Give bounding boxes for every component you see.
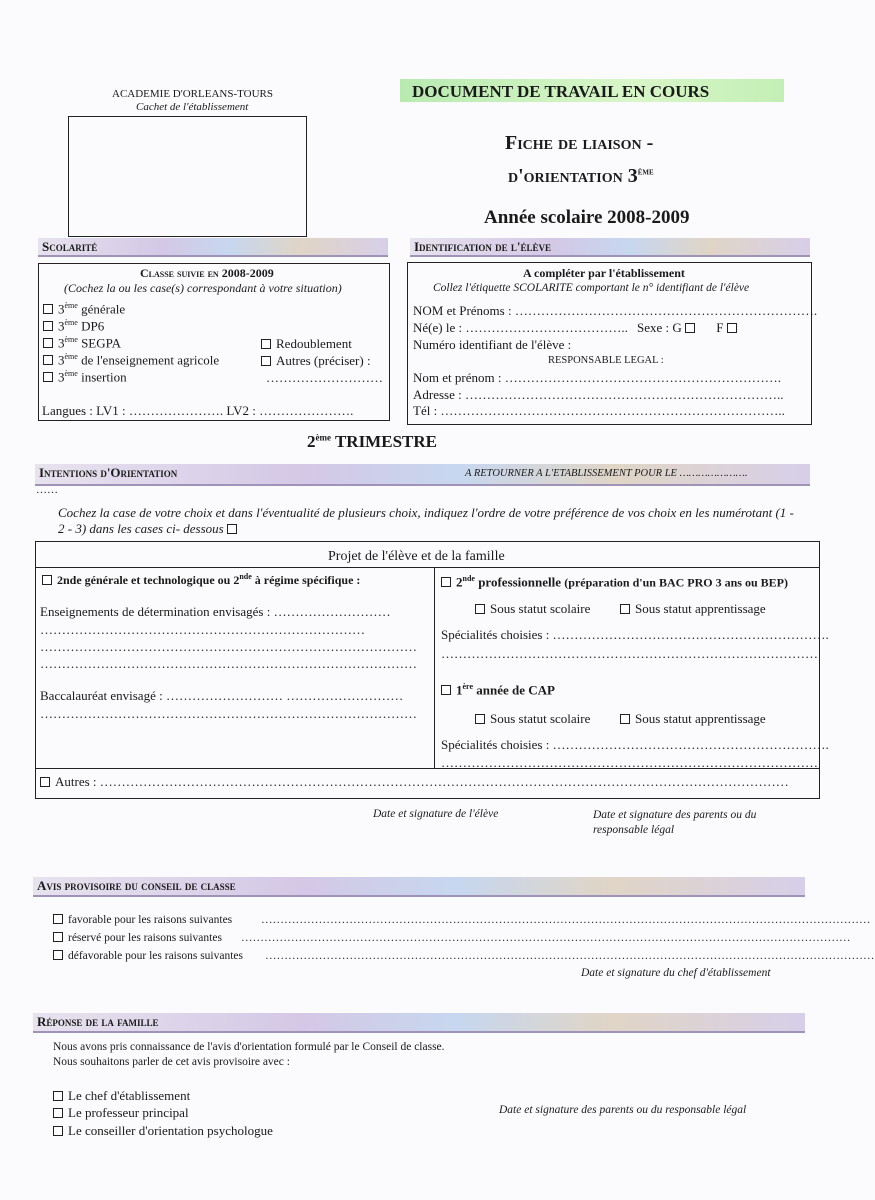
intentions-header-bar <box>35 464 810 486</box>
cap-statut-apprentissage[interactable]: Sous statut apprentissage <box>620 711 766 727</box>
working-doc-label: DOCUMENT DE TRAVAIL EN COURS <box>412 82 710 101</box>
form-title-1: Fiche de liaison - <box>505 132 654 154</box>
reponse-professeur[interactable]: Le professeur principal <box>53 1105 189 1121</box>
class-instruction: (Cochez la ou les case(s) correspondant à votre situation) <box>64 281 342 295</box>
responsable-label: RESPONSABLE LEGAL : <box>548 355 664 366</box>
class-option-segpa[interactable]: 3ème SEGPA <box>43 335 121 351</box>
signature-parents-label: Date et signature des parents ou du responsable légal <box>593 809 757 836</box>
checkbox-icon[interactable] <box>53 950 63 960</box>
enseignements-dots-3[interactable]: …………………………………………………………………………… <box>40 656 417 671</box>
checkbox-icon[interactable] <box>53 1126 63 1136</box>
checkbox-icon[interactable] <box>227 524 237 534</box>
seconde-gt-option[interactable]: 2nde générale et technologique ou 2nde à régime spécifique : <box>42 572 360 588</box>
academy-name: ACADEMIE D'ORLEANS-TOURS <box>112 88 273 100</box>
identification-note: Collez l'étiquette SCOLARITE comportant le n° identifiant de l'élève <box>433 282 750 294</box>
checkbox-icon[interactable] <box>43 372 53 382</box>
checkbox-icon[interactable] <box>727 323 737 333</box>
class-option-agricole[interactable]: 3ème de l'enseignement agricole <box>43 352 219 368</box>
enseignements-field[interactable]: Enseignements de détermination envisagés : ……………………… <box>40 604 391 619</box>
autres-option[interactable]: Autres (préciser) : <box>261 353 371 369</box>
checkbox-icon[interactable] <box>620 714 630 724</box>
stamp-box <box>68 116 307 237</box>
avis-heading: Avis provisoire du conseil de classe <box>37 878 236 893</box>
autres-dots: ……………………… <box>266 370 383 385</box>
checkbox-icon[interactable] <box>53 932 63 942</box>
trimester-title: 2ème TRIMESTRE <box>307 432 437 451</box>
projet-divider-h <box>36 567 819 568</box>
bac-field[interactable]: Baccalauréat envisagé : ……………………… ……………………… <box>40 688 404 703</box>
checkbox-icon[interactable] <box>53 914 63 924</box>
reponse-line-2: Nous souhaitons parler de cet avis provisoire avec : <box>53 1056 290 1068</box>
checkbox-icon[interactable] <box>261 339 271 349</box>
avis-header-bar <box>33 877 805 897</box>
pro-specialites-dots[interactable]: …………………………………………………………………………… <box>441 646 818 661</box>
class-option-dp6[interactable]: 3ème DP6 <box>43 318 104 334</box>
checkbox-icon[interactable] <box>53 1091 63 1101</box>
pro-statut-apprentissage[interactable]: Sous statut apprentissage <box>620 601 766 617</box>
cap-specialites-field[interactable]: Spécialités choisies : ………………………………………………………. <box>441 737 829 752</box>
checkbox-icon[interactable] <box>43 304 53 314</box>
cap-option[interactable]: 1ère année de CAP <box>441 682 555 698</box>
checkbox-icon[interactable] <box>43 355 53 365</box>
nom-field[interactable]: NOM et Prénoms : ……………………………………………………………. <box>413 303 818 318</box>
projet-title: Projet de l'élève et de la famille <box>328 549 505 564</box>
intentions-instruction: Cochez la case de votre choix et dans l'éventualité de plusieurs choix, indiquez l'ordre de votre préférence de vos choix en les numérotant (1 - 2 - 3) dans les cases ci- dessous <box>58 505 794 536</box>
checkbox-icon[interactable] <box>475 604 485 614</box>
projet-divider-v <box>434 567 435 768</box>
scolarite-heading: Scolarité <box>42 239 98 254</box>
enseignements-dots-1[interactable]: ………………………………………………………………… <box>40 622 365 637</box>
identification-heading: Identification de l'élève <box>414 239 552 254</box>
checkbox-icon[interactable] <box>42 575 52 585</box>
numero-field[interactable]: Numéro identifiant de l'élève : <box>413 337 572 352</box>
nom-responsable-field[interactable]: Nom et prénom : ………………………………………………………. <box>413 370 781 385</box>
avis-reserve-dots: …………………………………………………………………………………………………………………………………………… <box>241 932 851 944</box>
form-title-2: d'orientation 3ème <box>508 165 654 187</box>
birth-date-field[interactable]: Né(e) le : ……………………………….. <box>413 320 628 335</box>
bac-dots[interactable]: …………………………………………………………………………… <box>40 706 417 721</box>
cap-statut-scolaire[interactable]: Sous statut scolaire <box>475 711 590 727</box>
stamp-label: Cachet de l'établissement <box>136 101 249 113</box>
intentions-heading: Intentions d'Orientation <box>39 465 178 480</box>
reponse-heading: Réponse de la famille <box>37 1014 159 1029</box>
redoublement-option[interactable]: Redoublement <box>261 336 352 352</box>
avis-favorable-dots: …………………………………………………………………………………………………………………………………………… <box>261 914 871 926</box>
avis-defavorable-dots: …………………………………………………………………………………………………………………………………………… <box>265 950 875 962</box>
class-option-insertion[interactable]: 3ème insertion <box>43 369 127 385</box>
checkbox-icon[interactable] <box>261 356 271 366</box>
scolarite-header-bar <box>38 238 388 257</box>
seconde-pro-option[interactable]: 2nde professionnelle (préparation d'un BAC PRO 3 ans ou BEP) <box>441 574 788 590</box>
checkbox-icon[interactable] <box>53 1108 63 1118</box>
cap-specialites-dots[interactable]: …………………………………………………………………………… <box>441 755 818 770</box>
checkbox-icon[interactable] <box>441 577 451 587</box>
class-title: Classe suivie en 2008-2009 <box>140 266 274 280</box>
pro-specialites-field[interactable]: Spécialités choisies : ………………………………………………………. <box>441 627 829 642</box>
tel-field[interactable]: Tél : …………………………………………………………………….. <box>413 403 785 418</box>
avis-favorable[interactable]: favorable pour les raisons suivantes <box>53 914 232 926</box>
retour-dots: …… <box>36 484 58 496</box>
pro-statut-scolaire[interactable]: Sous statut scolaire <box>475 601 590 617</box>
checkbox-icon[interactable] <box>620 604 630 614</box>
reponse-header-bar <box>33 1013 805 1033</box>
checkbox-icon[interactable] <box>40 777 50 787</box>
adresse-field[interactable]: Adresse : ……………………………………………………………….. <box>413 387 784 402</box>
checkbox-icon[interactable] <box>43 338 53 348</box>
identification-header-bar <box>410 238 810 257</box>
checkbox-icon[interactable] <box>475 714 485 724</box>
reponse-chef[interactable]: Le chef d'établissement <box>53 1088 190 1104</box>
retour-deadline: A RETOURNER A L'ETABLISSEMENT POUR LE …………………. <box>465 468 748 479</box>
school-year: Année scolaire 2008-2009 <box>484 207 690 228</box>
sexe-field[interactable]: Sexe : G F <box>637 320 742 336</box>
signature-famille-label: Date et signature des parents ou du responsable légal <box>499 1104 747 1116</box>
class-option-generale[interactable]: 3ème générale <box>43 301 125 317</box>
autres-orientation-field[interactable]: Autres : …………………………………………………………………………………………………………………………………………… <box>40 774 789 790</box>
enseignements-dots-2[interactable]: …………………………………………………………………………… <box>40 639 417 654</box>
signature-chef-label: Date et signature du chef d'établissement <box>581 967 771 979</box>
signature-eleve-label: Date et signature de l'élève <box>373 808 499 820</box>
reponse-line-1: Nous avons pris connaissance de l'avis d'orientation formulé par le Conseil de classe. <box>53 1041 445 1053</box>
reponse-conseiller[interactable]: Le conseiller d'orientation psychologue <box>53 1123 273 1139</box>
langues-field[interactable]: Langues : LV1 : …………………. LV2 : …………………. <box>42 403 354 418</box>
checkbox-icon[interactable] <box>685 323 695 333</box>
avis-defavorable[interactable]: défavorable pour les raisons suivantes <box>53 950 243 962</box>
identification-title: A compléter par l'établissement <box>523 266 685 280</box>
checkbox-icon[interactable] <box>441 685 451 695</box>
avis-reserve[interactable]: réservé pour les raisons suivantes <box>53 932 222 944</box>
checkbox-icon[interactable] <box>43 321 53 331</box>
